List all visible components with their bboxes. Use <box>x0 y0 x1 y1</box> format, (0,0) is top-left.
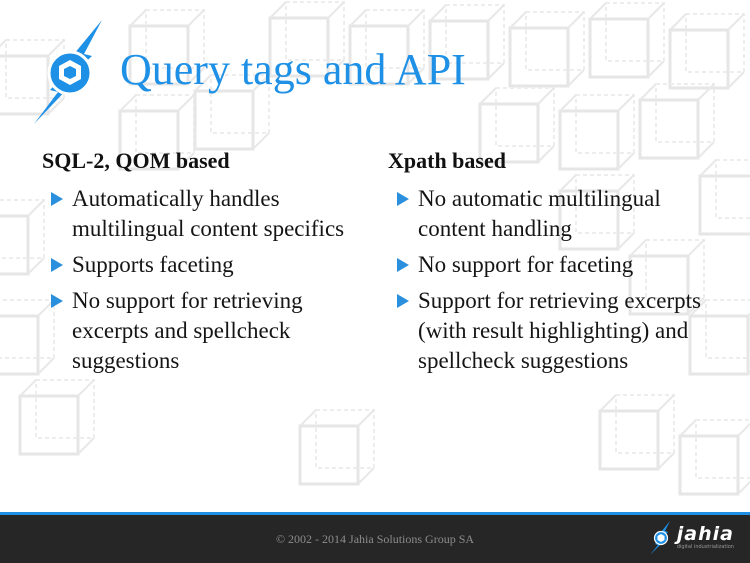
list-item <box>388 250 728 280</box>
bullet-text: No automatic multilingual content handling <box>418 186 661 241</box>
list-item <box>42 250 352 280</box>
list-item <box>388 184 728 244</box>
triangle-bullet-icon <box>51 258 63 272</box>
lightning-cube-logo-icon <box>30 20 112 124</box>
triangle-bullet-icon <box>51 294 63 308</box>
jahia-brand-logo <box>649 521 734 555</box>
column-heading-sql2: SQL-2, QOM based <box>42 148 230 173</box>
lightning-cube-brand-icon <box>649 521 673 555</box>
brand-text <box>677 525 734 551</box>
list-item <box>42 286 352 376</box>
bullet-list <box>42 184 352 376</box>
copyright-text: © 2002 - 2014 Jahia Solutions Group SA <box>275 532 475 546</box>
bullet-text: Support for retrieving excerpts (with result highlighting) and spellcheck suggestions <box>418 288 701 373</box>
triangle-bullet-icon <box>397 192 409 206</box>
left-column <box>42 148 352 382</box>
brand-tagline: digital industrialization <box>676 544 734 550</box>
footer-bar <box>0 512 750 563</box>
bullet-text: Supports faceting <box>72 252 234 277</box>
bullet-text: Automatically handles multilingual content specifics <box>72 186 345 241</box>
right-column <box>388 148 728 382</box>
bullet-text: No support for retrieving excerpts and spellcheck suggestions <box>72 288 303 373</box>
triangle-bullet-icon <box>51 192 63 206</box>
bullet-list <box>388 184 728 376</box>
column-heading-xpath: Xpath based <box>388 148 506 173</box>
bullet-text: No support for faceting <box>418 252 634 277</box>
list-item <box>42 184 352 244</box>
list-item <box>388 286 728 376</box>
triangle-bullet-icon <box>397 258 409 272</box>
brand-name: jahia <box>676 523 734 545</box>
slide-title: Query tags and API <box>120 45 466 94</box>
triangle-bullet-icon <box>397 294 409 308</box>
